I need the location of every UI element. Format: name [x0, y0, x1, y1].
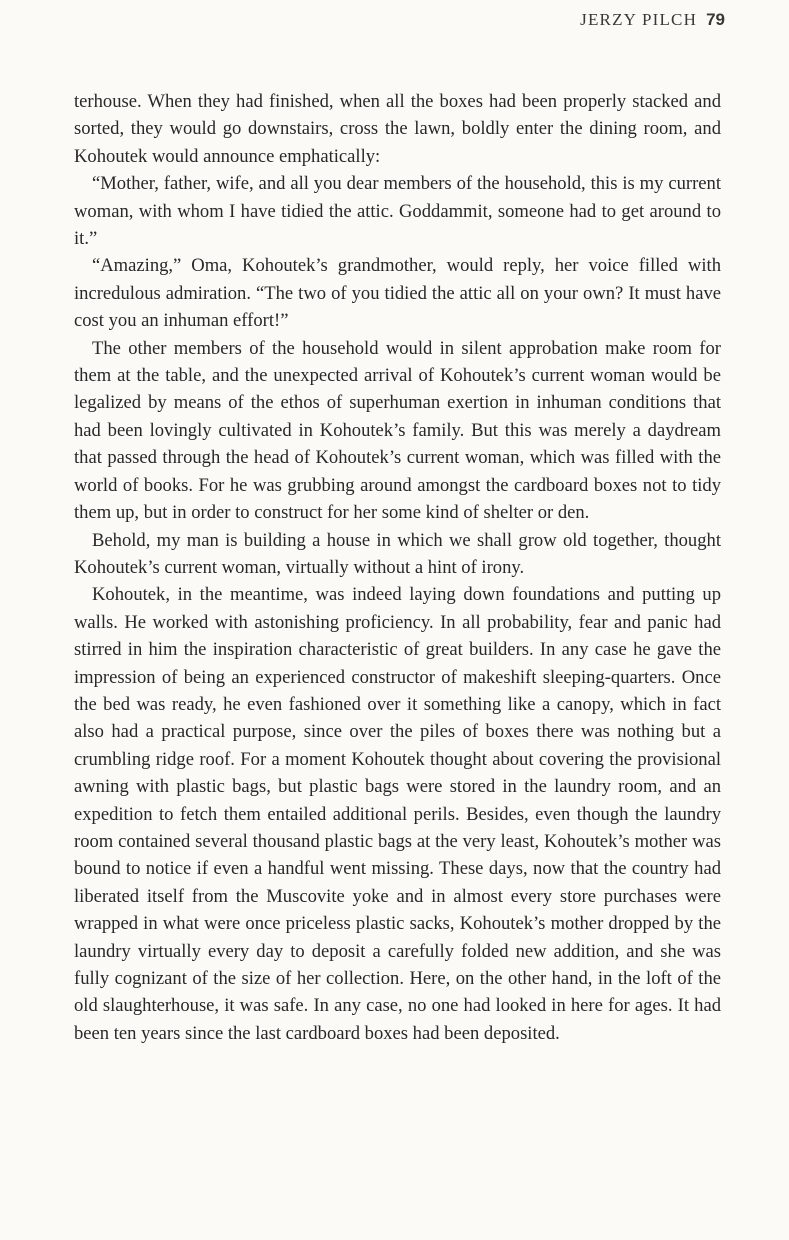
running-head	[580, 10, 725, 30]
paragraph: Kohoutek, in the meantime, was indeed laying down foundations and putting up walls. He worked with astonishing proficiency. In all probability, fear and panic had stirred in him the inspiration characteristic of great builders. In any case he gave the impression of being an experienced constructor of makeshift sleeping-quarters. Once the bed was ready, he even fashioned over it something like a canopy, which in fact also had a practical purpose, since over the piles of boxes there was nothing but a crumbling ridge roof. For a moment Kohoutek thought about covering the provisional awning with plastic bags, but plastic bags were stored in the laundry room, and an expedition to fetch them entailed additional perils. Besides, even though the laundry room contained several thousand plastic bags at the very least, Kohoutek’s mother was bound to notice if even a handful went missing. These days, now that the country had liberated itself from the Muscovite yoke and in almost every store purchases were wrapped in what were once priceless plastic sacks, Kohoutek’s mother dropped by the laundry virtually every day to deposit a carefully folded new addition, and she was fully cognizant of the size of her collection. Here, on the other hand, in the loft of the old slaughterhouse, it was safe. In any case, no one had looked in here for ages. It had been ten years since the last cardboard boxes had been deposited.	[74, 584, 721, 1044]
running-head-author: JERZY PILCH	[580, 10, 698, 29]
paragraph: “Mother, father, wife, and all you dear members of the household, this is my current woman, with whom I have tidied the attic. Goddammit, someone had to get around to it.”	[74, 173, 721, 250]
paragraph: The other members of the household would in silent approbation make room for them at the table, and the unexpected arrival of Kohoutek’s current woman would be legalized by means of the ethos of superhuman exertion in inhuman conditions that had been lovingly cultivated in Kohoutek’s family. But this was merely a daydream that passed through the head of Kohoutek’s current woman, which was filled with the world of books. For he was grubbing around amongst the cardboard boxes not to tidy them up, but in order to construct for her some kind of shelter or den.	[74, 337, 721, 524]
paragraph: Behold, my man is building a house in which we shall grow old together, thought Kohoutek’s current woman, virtually without a hint of irony.	[74, 529, 721, 578]
page-number: 79	[706, 10, 725, 29]
paragraph: terhouse. When they had finished, when all the boxes had been properly stacked and sorted, they would go downstairs, cross the lawn, boldly enter the dining room, and Kohoutek would announce emphatically:	[74, 91, 721, 167]
body-text	[74, 88, 721, 1047]
paragraph: “Amazing,” Oma, Kohoutek’s grandmother, would reply, her voice filled with incredulous admiration. “The two of you tidied the attic all on your own? It must have cost you an inhuman effort!”	[74, 255, 721, 332]
